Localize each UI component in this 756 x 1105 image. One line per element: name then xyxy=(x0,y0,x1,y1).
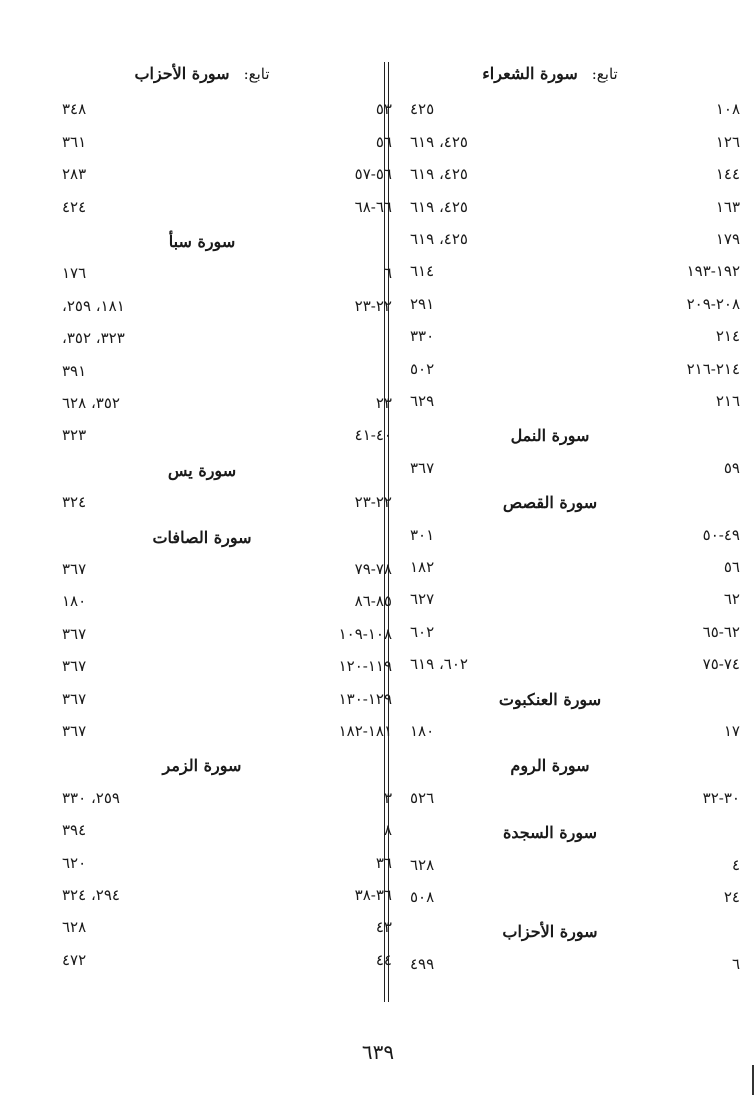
page-reference: ٣٢٣ xyxy=(62,426,87,445)
page-reference: ٦٢٨ xyxy=(410,855,435,874)
page-reference: ٣٩١ xyxy=(62,361,87,380)
page-reference: ٥٠٨ xyxy=(410,888,435,906)
verse-number: ١٩٢-١٩٣ xyxy=(686,262,740,281)
verse-number: ٧٤-٧٥ xyxy=(702,655,740,674)
section-heading: سورة الروم xyxy=(510,756,590,776)
index-entry xyxy=(410,785,740,811)
verse-number: ٨ xyxy=(383,821,392,840)
index-entry xyxy=(62,489,392,515)
index-entry xyxy=(410,356,740,382)
verse-number: ٥٩ xyxy=(723,458,740,477)
verse-number: ٢٢-٢٣ xyxy=(354,493,392,512)
verse-number: ٦٢-٦٥ xyxy=(702,622,740,641)
page-reference: ٣٦٧ xyxy=(62,689,87,708)
section-heading: سورة النمل xyxy=(510,426,590,446)
index-entry xyxy=(410,129,740,155)
page-reference: ٣٦٧ xyxy=(62,657,87,676)
index-entry xyxy=(410,455,740,481)
verse-number: ٥٦ xyxy=(723,558,740,576)
verse-number: ١٧٩ xyxy=(715,230,740,248)
verse-number: ٤٠-٤١ xyxy=(354,426,392,445)
continued-label: تابع: xyxy=(243,65,270,83)
verse-number: ١٢٦ xyxy=(715,132,740,151)
page-reference: ٢٩٤، ٣٢٤ xyxy=(62,886,120,904)
index-entry xyxy=(410,852,740,878)
index-entry xyxy=(410,226,740,252)
section-heading-continued xyxy=(102,60,302,88)
verse-number: ٥٦ xyxy=(375,132,392,151)
section-heading: سورة الصافات xyxy=(152,527,252,547)
verse-number: ٣ xyxy=(383,788,392,807)
section-heading: سورة الزمر xyxy=(162,756,242,776)
page-reference: ٦٠٢، ٦١٩ xyxy=(410,655,468,674)
index-entry xyxy=(62,785,392,811)
page-reference: ٥٢٦ xyxy=(410,788,435,807)
page-reference: ٣٥٢، ٦٢٨ xyxy=(62,394,120,412)
verse-number: ١٠٨-١٠٩ xyxy=(338,624,392,643)
index-entry xyxy=(410,651,740,677)
section-heading-continued xyxy=(450,60,650,88)
verse-number: ٤ xyxy=(731,855,740,874)
section-heading: سورة القصص xyxy=(502,493,598,513)
index-entry xyxy=(62,129,392,155)
index-entry xyxy=(62,947,392,973)
verse-number: ١٢٩-١٣٠ xyxy=(338,689,392,708)
page-reference: ٦٠٢ xyxy=(410,622,435,641)
index-entry xyxy=(62,817,392,843)
index-entry xyxy=(410,619,740,645)
section-heading: سورة سبأ xyxy=(168,232,236,251)
verse-number: ٣٠-٣٢ xyxy=(702,788,740,807)
verse-number: ١٤٤ xyxy=(715,165,740,184)
page-reference: ٤٢٥، ٦١٩ xyxy=(410,132,468,151)
index-entry xyxy=(410,258,740,284)
page-reference: ٦١٤ xyxy=(410,262,435,281)
page-reference: ١٨١، ٢٥٩، xyxy=(62,296,125,315)
page-reference: ٢٩١ xyxy=(410,294,435,313)
index-entry xyxy=(410,388,740,414)
page-reference: ٤٧٢ xyxy=(62,950,87,969)
index-entry xyxy=(410,161,740,187)
verse-number: ٦٢ xyxy=(723,590,740,609)
index-entry xyxy=(62,325,392,351)
surah-title: سورة الشعراء xyxy=(482,64,578,83)
page-reference: ٤٩٩ xyxy=(410,954,435,973)
section-heading: سورة الأحزاب xyxy=(502,922,598,942)
verse-number: ٤٤ xyxy=(375,950,392,969)
page-reference: ٣٦٧ xyxy=(62,560,87,578)
index-entry xyxy=(410,718,740,744)
verse-number: ٣٦-٣٨ xyxy=(354,886,392,904)
verse-number: ٢٤ xyxy=(723,888,740,906)
index-entry xyxy=(62,293,392,319)
page-reference: ١٨٠ xyxy=(410,722,435,740)
index-entry xyxy=(62,882,392,908)
verse-number: ١٠٨ xyxy=(715,100,740,119)
verse-number: ١٨١-١٨٢ xyxy=(338,722,392,740)
index-entry xyxy=(62,556,392,582)
page-reference: ٣٦٧ xyxy=(62,722,87,740)
page-reference: ٣٦٧ xyxy=(62,624,87,643)
page-reference: ٣٣٠ xyxy=(410,327,435,346)
index-entry xyxy=(410,323,740,349)
index-entry xyxy=(62,390,392,416)
page-reference: ٤٢٥، ٦١٩ xyxy=(410,230,468,248)
verse-number: ١١٩-١٢٠ xyxy=(338,657,392,676)
index-entry xyxy=(62,718,392,744)
index-entry xyxy=(62,96,392,122)
page-reference: ٢٥٩، ٣٣٠ xyxy=(62,788,120,807)
index-entry xyxy=(62,260,392,286)
page-reference: ٦٢٧ xyxy=(410,590,435,609)
page-reference: ١٧٦ xyxy=(62,264,87,283)
page-reference: ١٨٢ xyxy=(410,558,435,576)
section-heading: سورة السجدة xyxy=(502,823,598,843)
continued-label: تابع: xyxy=(591,65,618,83)
index-entry xyxy=(62,653,392,679)
section-heading: سورة يس xyxy=(167,460,237,480)
verse-number: ٤٩-٥٠ xyxy=(702,525,740,544)
page-reference: ٥٠٢ xyxy=(410,359,435,378)
section-heading: سورة العنكبوت xyxy=(498,689,602,709)
verse-number: ٦٦-٦٨ xyxy=(354,197,392,216)
verse-number: ٢٢-٢٣ xyxy=(354,296,392,315)
verse-number: ٢١٤-٢١٦ xyxy=(686,359,740,378)
index-entry xyxy=(410,586,740,612)
verse-number: ٨٥-٨٦ xyxy=(354,592,392,611)
verse-number: ٢٠٨-٢٠٩ xyxy=(686,294,740,313)
page-edge-mark xyxy=(752,1065,754,1095)
page-reference: ٣٢٣، ٣٥٢، xyxy=(62,329,125,348)
index-entry xyxy=(62,422,392,448)
index-entry xyxy=(410,522,740,548)
verse-number: ٦ xyxy=(731,954,740,973)
page-reference: ٣٤٨ xyxy=(62,100,87,119)
page-number: ٦٣٩ xyxy=(361,1040,395,1064)
page-reference: ٣٦٧ xyxy=(410,458,435,477)
index-entry xyxy=(62,194,392,220)
verse-number: ٥٦-٥٧ xyxy=(354,165,392,184)
verse-number: ٦ xyxy=(383,264,392,283)
page-reference: ١٨٠ xyxy=(62,592,87,611)
verse-number: ٤٣ xyxy=(375,918,392,937)
index-entry xyxy=(62,914,392,940)
index-entry xyxy=(62,621,392,647)
page-reference: ٤٢٤ xyxy=(62,197,87,216)
page-reference: ٤٢٥، ٦١٩ xyxy=(410,197,468,216)
page-reference: ٦٢٠ xyxy=(62,853,87,872)
page-reference: ٣٩٤ xyxy=(62,821,87,840)
verse-number: ١٦٣ xyxy=(715,197,740,216)
page-reference: ٣٢٤ xyxy=(62,493,87,512)
index-entry xyxy=(410,884,740,910)
index-entry xyxy=(410,951,740,977)
page-reference: ٣٠١ xyxy=(410,525,435,544)
verse-number: ٢١٤ xyxy=(715,327,740,346)
verse-number: ٣٦ xyxy=(375,853,392,872)
index-entry xyxy=(62,850,392,876)
index-entry xyxy=(62,686,392,712)
index-entry xyxy=(62,588,392,614)
verse-number: ٢٣ xyxy=(375,394,392,412)
index-entry xyxy=(410,96,740,122)
verse-number: ٥٣ xyxy=(375,100,392,119)
verse-number: ٧٨-٧٩ xyxy=(354,560,392,578)
verse-number: ١٧ xyxy=(723,722,740,740)
page-reference: ٤٢٥ xyxy=(410,100,435,119)
index-entry xyxy=(62,161,392,187)
page-reference: ٢٨٣ xyxy=(62,165,87,184)
page-reference: ٦٢٨ xyxy=(62,918,87,937)
index-entry xyxy=(62,358,392,384)
index-entry xyxy=(410,554,740,580)
index-entry xyxy=(410,194,740,220)
page-reference: ٦٢٩ xyxy=(410,392,435,410)
verse-number: ٢١٦ xyxy=(715,392,740,410)
page-reference: ٣٦١ xyxy=(62,132,87,151)
index-entry xyxy=(410,291,740,317)
page-reference: ٤٢٥، ٦١٩ xyxy=(410,165,468,184)
surah-title: سورة الأحزاب xyxy=(134,64,230,83)
